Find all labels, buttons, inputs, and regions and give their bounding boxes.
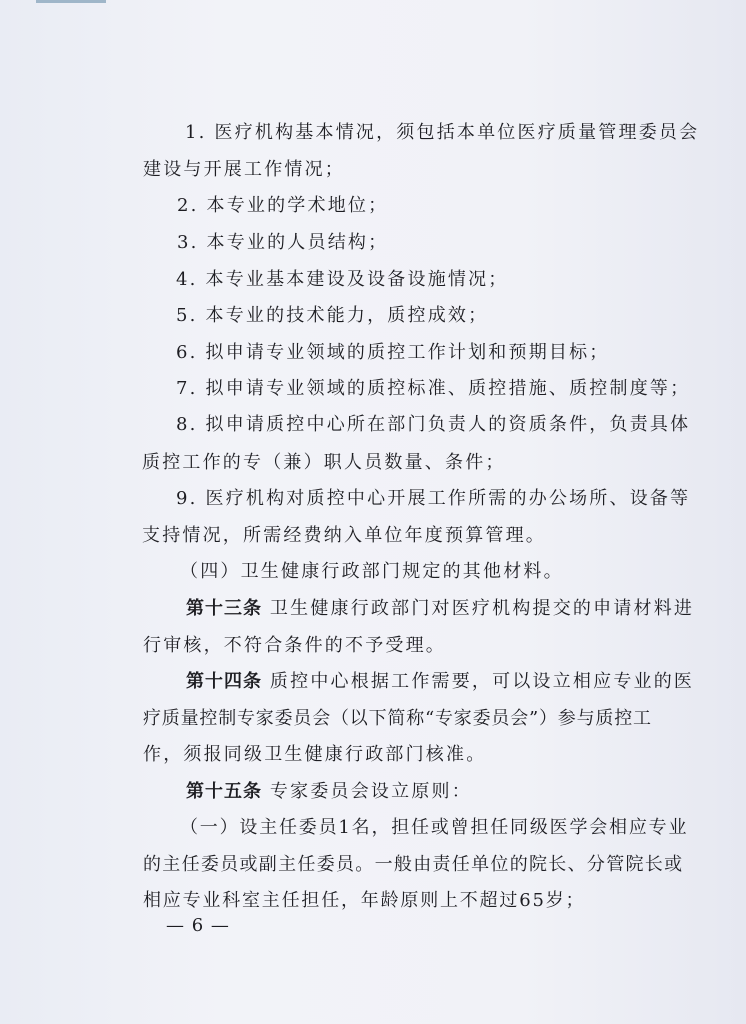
page-number: — 6 —	[166, 915, 230, 936]
text-line: 疗质量控制专家委员会（以下简称“专家委员会”）参与质控工	[143, 708, 652, 729]
text-line: 2. 本专业的学术地位；	[177, 195, 389, 216]
article-14-heading: 第十四条	[186, 671, 262, 692]
text-line: 3. 本专业的人员结构；	[177, 232, 389, 253]
article-15-text: 专家委员会设立原则：	[269, 781, 472, 802]
top-edge-mark	[36, 0, 106, 3]
text-line: 7. 拟申请专业领域的质控标准、质控措施、质控制度等；	[176, 378, 691, 399]
text-line: 行审核，不符合条件的不予受理。	[143, 635, 446, 656]
article-14-text: 质控中心根据工作需要，可以设立相应专业的医	[269, 671, 695, 692]
text-line: 的主任委员或副主任委员。一般由责任单位的院长、分管院长或	[143, 854, 684, 875]
article-13-heading: 第十三条	[186, 598, 262, 619]
text-line: 质控工作的专（兼）职人员数量、条件；	[142, 452, 506, 473]
text-line: （一）设主任委员1名，担任或曾担任同级医学会相应专业	[180, 817, 689, 838]
text-line: 建设与开展工作情况；	[143, 159, 345, 180]
text-line: 8. 拟申请质控中心所在部门负责人的资质条件，负责具体	[176, 414, 691, 435]
article-13-text: 卫生健康行政部门对医疗机构提交的申请材料进	[269, 598, 695, 619]
text-line: 4. 本专业基本建设及设备设施情况；	[176, 269, 509, 290]
article-15-heading: 第十五条	[186, 781, 262, 802]
article-14-line	[186, 670, 694, 694]
text-line: 作，须报同级卫生健康行政部门核准。	[143, 744, 487, 765]
text-line: 9. 医疗机构对质控中心开展工作所需的办公场所、设备等	[176, 488, 691, 509]
text-line: 支持情况，所需经费纳入单位年度预算管理。	[142, 525, 546, 546]
text-line: （四）卫生健康行政部门规定的其他材料。	[180, 561, 564, 582]
article-13-line	[186, 597, 694, 621]
text-line: 6. 拟申请专业领域的质控工作计划和预期目标；	[176, 342, 610, 363]
text-line: 相应专业科室主任担任，年龄原则上不超过65岁；	[143, 890, 586, 911]
article-15-line	[186, 780, 472, 804]
text-line: 1. 医疗机构基本情况，须包括本单位医疗质量管理委员会	[185, 122, 700, 143]
text-line: 5. 本专业的技术能力，质控成效；	[176, 305, 489, 326]
